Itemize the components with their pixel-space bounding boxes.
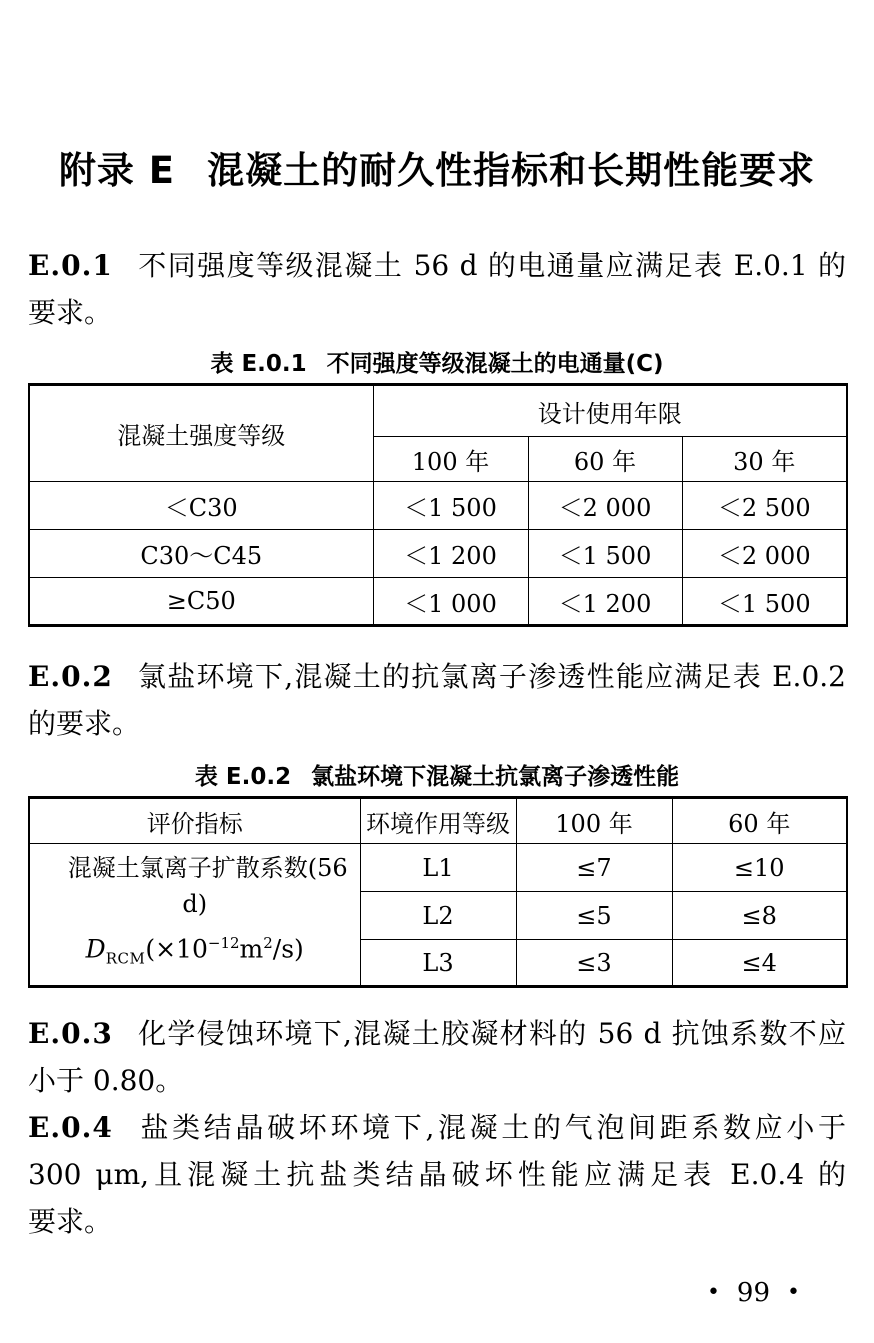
formula-unit: m (239, 934, 264, 964)
value-cell: ≤10 (672, 844, 847, 892)
table-e01-caption-label: 表 E.0.1 (210, 351, 307, 377)
footer-page-number: 99 (736, 1278, 771, 1308)
clause-e03-line2: 小于 0.80。 (28, 1064, 184, 1097)
formula-unit-exponent: 2 (263, 933, 273, 952)
clause-e01-line1 (28, 242, 846, 289)
clause-e03-line1 (28, 1010, 846, 1057)
table-e02-caption (28, 761, 846, 793)
footer-right-dot: • (787, 1280, 800, 1305)
value-cell: ＜2 500 (682, 482, 847, 530)
table-row (29, 844, 847, 892)
indicator-name: 混凝土氯离子扩散系数(56 d) (67, 853, 348, 918)
clause-e04-text: 盐类结晶破坏环境下,混凝土的气泡间距系数应小于 (136, 1111, 846, 1144)
table-e02-caption-text: 氯盐环境下混凝土抗氯离子渗透性能 (311, 764, 680, 790)
clause-e01 (28, 242, 846, 336)
formula-factor: (×10 (145, 934, 208, 964)
table-e02-header-level: 环境作用等级 (360, 798, 516, 844)
table-e01 (28, 383, 848, 627)
page-title (28, 150, 846, 192)
appendix-title-text: 混凝土的耐久性指标和长期性能要求 (207, 149, 816, 192)
table-e02 (28, 796, 848, 988)
clause-e03-text: 化学侵蚀环境下,混凝土胶凝材料的 56 d 抗蚀系数不应 (136, 1017, 846, 1050)
clause-e02-text: 氯盐环境下,混凝土的抗氯离子渗透性能应满足表 E.0.2 (136, 660, 846, 693)
table-row (29, 578, 847, 626)
clause-e03 (28, 1010, 846, 1104)
clause-e04-number: E.0.4 (28, 1111, 113, 1144)
clause-e02 (28, 653, 846, 747)
clause-e04-line2: 300 μm,且混凝土抗盐类结晶破坏性能应满足表 E.0.4 的 (28, 1158, 846, 1191)
table-e01-year-60: 60 年 (528, 437, 682, 482)
indicator-formula (30, 922, 360, 979)
value-cell: ≤8 (672, 892, 847, 940)
table-e01-caption-text: 不同强度等级混凝土的电通量(C) (326, 351, 664, 377)
grade-cell: ≥C50 (29, 578, 373, 626)
level-cell: L1 (360, 844, 516, 892)
value-cell: ≤3 (516, 940, 672, 987)
table-e01-year-100: 100 年 (373, 437, 528, 482)
table-row (29, 530, 847, 578)
value-cell: ≤7 (516, 844, 672, 892)
indicator-cell (29, 844, 360, 987)
appendix-label: 附录 E (58, 149, 176, 192)
value-cell: ＜1 200 (528, 578, 682, 626)
table-e02-header-indicator: 评价指标 (29, 798, 360, 844)
clause-e01-text: 不同强度等级混凝土 56 d 的电通量应满足表 E.0.1 的 (136, 249, 846, 282)
value-cell: ＜2 000 (528, 482, 682, 530)
clause-e04-line1 (28, 1104, 846, 1151)
value-cell: ＜2 000 (682, 530, 847, 578)
table-e02-header-row (29, 798, 847, 844)
value-cell: ＜1 500 (682, 578, 847, 626)
formula-exponent: −12 (207, 933, 240, 952)
footer-left-dot: • (706, 1280, 720, 1305)
formula-unit-close: /s) (272, 934, 304, 964)
table-e02-header-100: 100 年 (516, 798, 672, 844)
value-cell: ＜1 000 (373, 578, 528, 626)
table-e01-year-30: 30 年 (682, 437, 847, 482)
table-e02-header-60: 60 年 (672, 798, 847, 844)
level-cell: L3 (360, 940, 516, 987)
table-e01-col1-header: 混凝土强度等级 (29, 385, 373, 482)
table-e02-caption-label: 表 E.0.2 (194, 764, 292, 790)
clause-e01-line2: 要求。 (28, 296, 113, 329)
clause-e04-line3: 要求。 (28, 1205, 113, 1238)
table-e01-header-row1 (29, 385, 847, 437)
table-e01-span-header: 设计使用年限 (373, 385, 847, 437)
formula-symbol: D (85, 934, 106, 964)
table-row (29, 482, 847, 530)
clause-e01-number: E.0.1 (28, 249, 113, 282)
grade-cell: C30～C45 (29, 530, 373, 578)
clause-e04 (28, 1104, 846, 1245)
value-cell: ≤4 (672, 940, 847, 987)
clause-e02-line2: 的要求。 (28, 707, 141, 740)
level-cell: L2 (360, 892, 516, 940)
grade-cell: ＜C30 (29, 482, 373, 530)
table-e01-caption (28, 348, 846, 380)
clause-e03-number: E.0.3 (28, 1017, 113, 1050)
value-cell: ＜1 500 (528, 530, 682, 578)
formula-subscript: RCM (105, 949, 146, 968)
page-footer (28, 1275, 846, 1311)
clause-e02-number: E.0.2 (28, 660, 113, 693)
value-cell: ＜1 200 (373, 530, 528, 578)
value-cell: ＜1 500 (373, 482, 528, 530)
value-cell: ≤5 (516, 892, 672, 940)
clause-e02-line1 (28, 653, 846, 700)
